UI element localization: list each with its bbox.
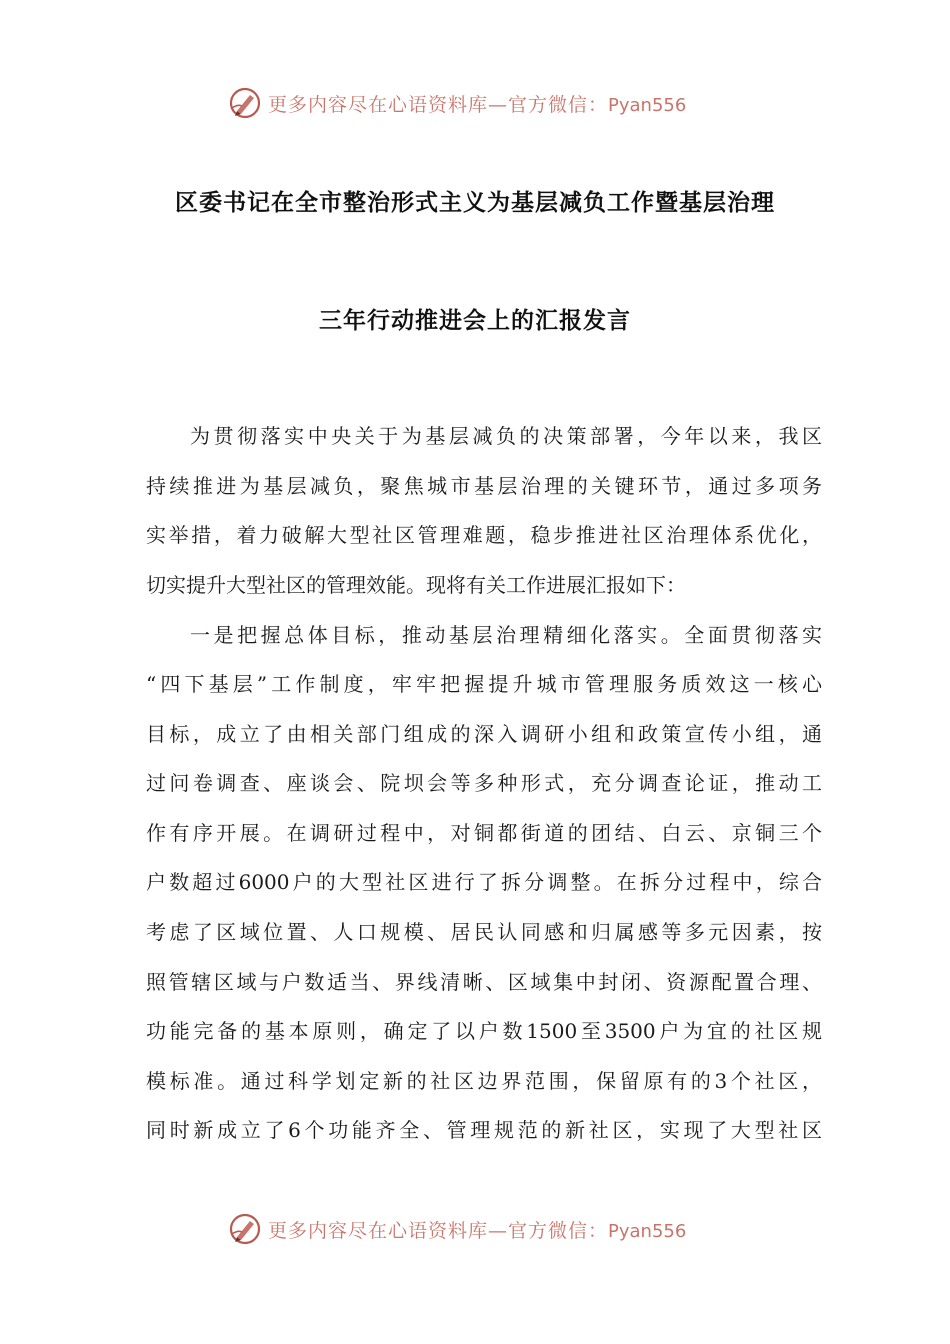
paragraph-line: 户数超过6000户的大型社区进行了拆分调整。在拆分过程中，综合: [146, 870, 822, 894]
paragraph-line: 作有序开展。在调研过程中，对铜都街道的团结、白云、京铜三个: [146, 821, 822, 845]
pen-logo-icon: [228, 1212, 262, 1246]
paragraph-line: 目标，成立了由相关部门组成的深入调研小组和政策宣传小组，通: [146, 722, 822, 746]
paragraph-line: 模标准。通过科学划定新的社区边界范围，保留原有的3个社区，: [146, 1069, 822, 1093]
paragraph-line: “四下基层”工作制度，牢牢把握提升城市管理服务质效这一核心: [146, 672, 822, 696]
watermark-header: [228, 86, 686, 120]
paragraph-line: 持续推进为基层减负，聚焦城市基层治理的关键环节，通过多项务: [146, 474, 822, 498]
pen-logo-icon: [228, 86, 262, 120]
paragraph-line: 为贯彻落实中央关于为基层减负的决策部署，今年以来，我区: [190, 424, 822, 448]
watermark-footer: [228, 1212, 686, 1246]
paragraph-line: 考虑了区域位置、人口规模、居民认同感和归属感等多元因素，按: [146, 920, 822, 944]
paragraph-line: 实举措，着力破解大型社区管理难题，稳步推进社区治理体系优化，: [146, 523, 822, 547]
document-title-line-2: 三年行动推进会上的汇报发言: [319, 307, 631, 334]
paragraph-line: 同时新成立了6个功能齐全、管理规范的新社区，实现了大型社区: [146, 1118, 822, 1142]
paragraph-line: 照管辖区域与户数适当、界线清晰、区域集中封闭、资源配置合理、: [146, 970, 822, 994]
watermark-text: 更多内容尽在心语资料库—官方微信：Pyan556: [268, 93, 687, 116]
paragraph-line: 切实提升大型社区的管理效能。现将有关工作进展汇报如下：: [146, 573, 686, 597]
paragraph-line: 一是把握总体目标，推动基层治理精细化落实。全面贯彻落实: [190, 623, 822, 647]
paragraph-line: 功能完备的基本原则，确定了以户数1500至3500户为宜的社区规: [146, 1019, 822, 1043]
document-title-line-1: 区委书记在全市整治形式主义为基层减负工作暨基层治理: [175, 189, 775, 216]
paragraph-line: 过问卷调查、座谈会、院坝会等多种形式，充分调查论证，推动工: [146, 771, 822, 795]
watermark-text: 更多内容尽在心语资料库—官方微信：Pyan556: [268, 1219, 687, 1242]
